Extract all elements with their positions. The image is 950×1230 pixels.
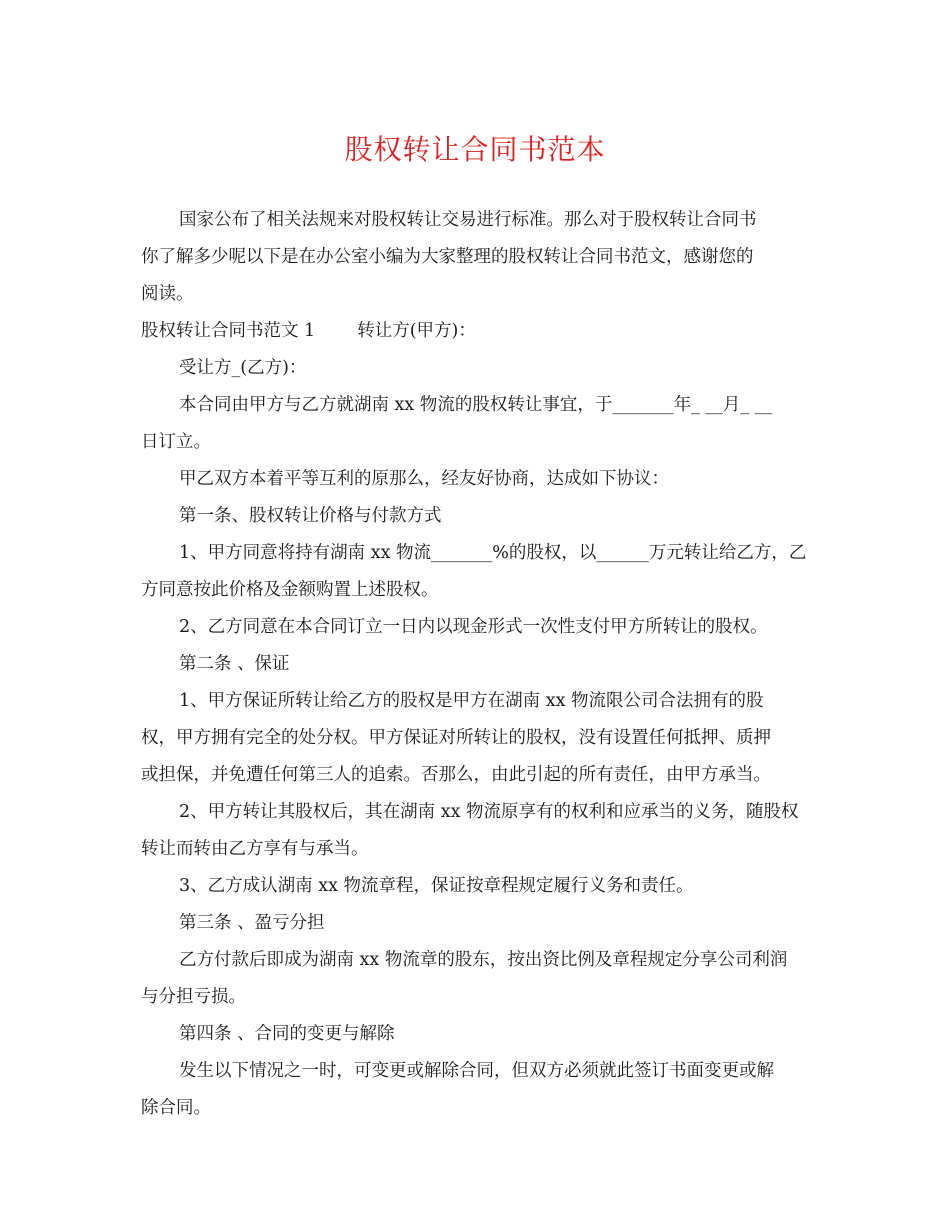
paragraph-line: 甲乙双方本着平等互利的原那么，经友好协商，达成如下协议： xyxy=(179,469,669,489)
clause-line: 转让而转由乙方享有与承当。 xyxy=(141,839,369,859)
transferee-label: 受让方_(乙方)： xyxy=(179,358,307,378)
contract-heading-row xyxy=(141,319,476,343)
transferor-label: 转让方(甲方)： xyxy=(357,321,476,341)
paragraph-line: 你了解多少呢以下是在办公室小编为大家整理的股权转让合同书范文，感谢您的 xyxy=(141,247,754,267)
clause-line: 2、甲方转让其股权后，其在湖南 xx 物流原享有的权利和应承当的义务，随股权 xyxy=(179,802,799,822)
article-heading: 第一条、股权转让价格与付款方式 xyxy=(179,506,442,526)
paragraph-line: 阅读。 xyxy=(141,284,194,304)
clause-line: 发生以下情况之一时，可变更或解除合同，但双方必须就此签订书面变更或解 xyxy=(179,1061,774,1081)
clause-line: 除合同。 xyxy=(141,1098,211,1118)
contract-sample-label: 股权转让合同书范文 1 xyxy=(141,321,316,341)
document-title: 股权转让合同书范本 xyxy=(344,133,606,166)
clause-line: 权，甲方拥有完全的处分权。甲方保证对所转让的股权，没有设置任何抵押、质押 xyxy=(141,728,771,748)
article-heading: 第四条 、合同的变更与解除 xyxy=(179,1024,395,1044)
clause-line: 乙方付款后即成为湖南 xx 物流章的股东，按出资比例及章程规定分享公司利润 xyxy=(179,950,788,970)
clause-line: 2、乙方同意在本合同订立一日内以现金形式一次性支付甲方所转让的股权。 xyxy=(179,617,768,637)
article-heading: 第三条 、盈亏分担 xyxy=(179,913,325,933)
clause-line: 1、甲方保证所转让给乙方的股权是甲方在湖南 xx 物流限公司合法拥有的股 xyxy=(179,691,764,711)
clause-line: 与分担亏损。 xyxy=(141,987,246,1007)
clause-line: 1、甲方同意将持有湖南 xx 物流_______%的股权，以______万元转让给乙方，乙 xyxy=(179,543,807,563)
article-heading: 第二条 、保证 xyxy=(179,654,290,674)
clause-line: 或担保，并免遭任何第三人的追索。否那么，由此引起的所有责任，由甲方承当。 xyxy=(141,765,771,785)
paragraph-line: 本合同由甲方与乙方就湖南 xx 物流的股权转让事宜，于_______年_ __月_ __ xyxy=(179,395,773,415)
clause-line: 3、乙方成认湖南 xx 物流章程，保证按章程规定履行义务和责任。 xyxy=(179,876,694,896)
paragraph-line: 日订立。 xyxy=(141,432,211,452)
clause-line: 方同意按此价格及金额购置上述股权。 xyxy=(141,580,439,600)
paragraph-line: 国家公布了相关法规来对股权转让交易进行标准。那么对于股权转让合同书 xyxy=(179,210,757,230)
